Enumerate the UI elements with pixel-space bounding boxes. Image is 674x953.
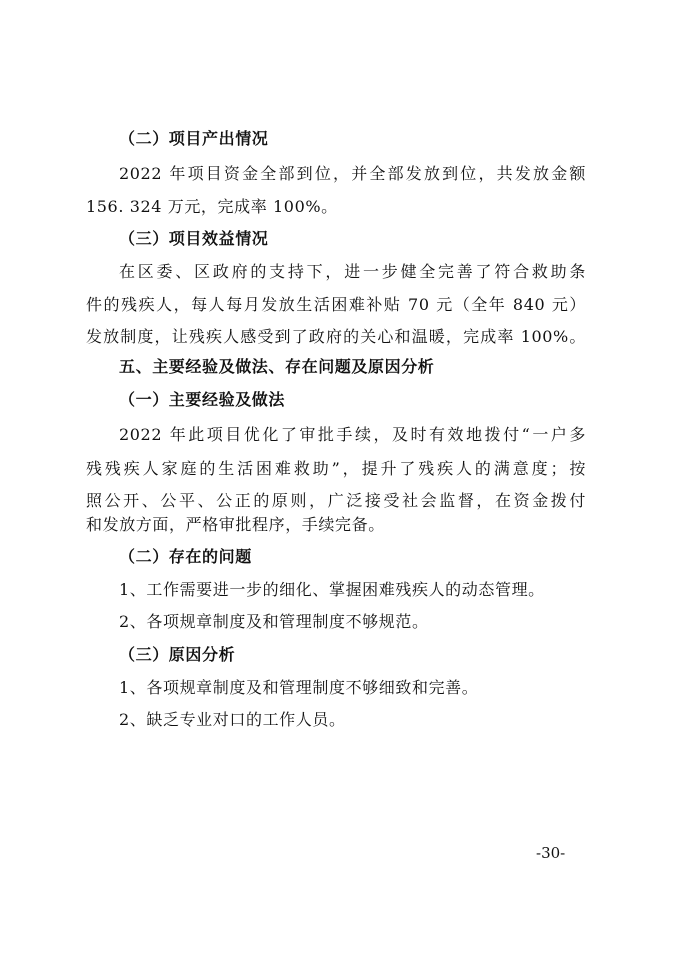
paragraph-line: 和发放方面，严格审批程序，手续完备。	[86, 515, 385, 534]
paragraph-line: 2022 年此项目优化了审批手续，及时有效地拨付“一户多	[119, 425, 586, 444]
list-item: 2、各项规章制度及和管理制度不够规范。	[119, 612, 429, 631]
section-heading-project-output: （二）项目产出情况	[119, 129, 269, 148]
paragraph-line: 照公开、公平、公正的原则，广泛接受社会监督，在资金拨付	[86, 491, 586, 510]
paragraph-line: 156. 324 万元，完成率 100%。	[86, 197, 338, 216]
section-heading-project-benefit: （三）项目效益情况	[119, 229, 269, 248]
section-heading-cause-analysis: （三）原因分析	[119, 645, 236, 664]
section-heading-main-experience: （一）主要经验及做法	[119, 390, 286, 409]
paragraph-line: 发放制度，让残疾人感受到了政府的关心和温暖，完成率 100%。	[86, 327, 586, 346]
list-item: 2、缺乏专业对口的工作人员。	[119, 710, 346, 729]
paragraph-line: 件的残疾人，每人每月发放生活困难补贴 70 元（全年 840 元）	[86, 295, 586, 314]
list-item: 1、各项规章制度及和管理制度不够细致和完善。	[119, 678, 479, 697]
section-heading-existing-problems: （二）存在的问题	[119, 547, 252, 566]
chapter-heading-experience-problems: 五、主要经验及做法、存在问题及原因分析	[119, 357, 435, 376]
paragraph-line: 2022 年项目资金全部到位，并全部发放到位，共发放金额	[119, 164, 586, 183]
list-item: 1、工作需要进一步的细化、掌握困难残疾人的动态管理。	[119, 580, 545, 599]
paragraph-line: 在区委、区政府的支持下，进一步健全完善了符合救助条	[119, 262, 586, 281]
page-number: -30-	[536, 844, 566, 862]
paragraph-line: 残残疾人家庭的生活困难救助”，提升了残疾人的满意度；按	[86, 459, 586, 478]
